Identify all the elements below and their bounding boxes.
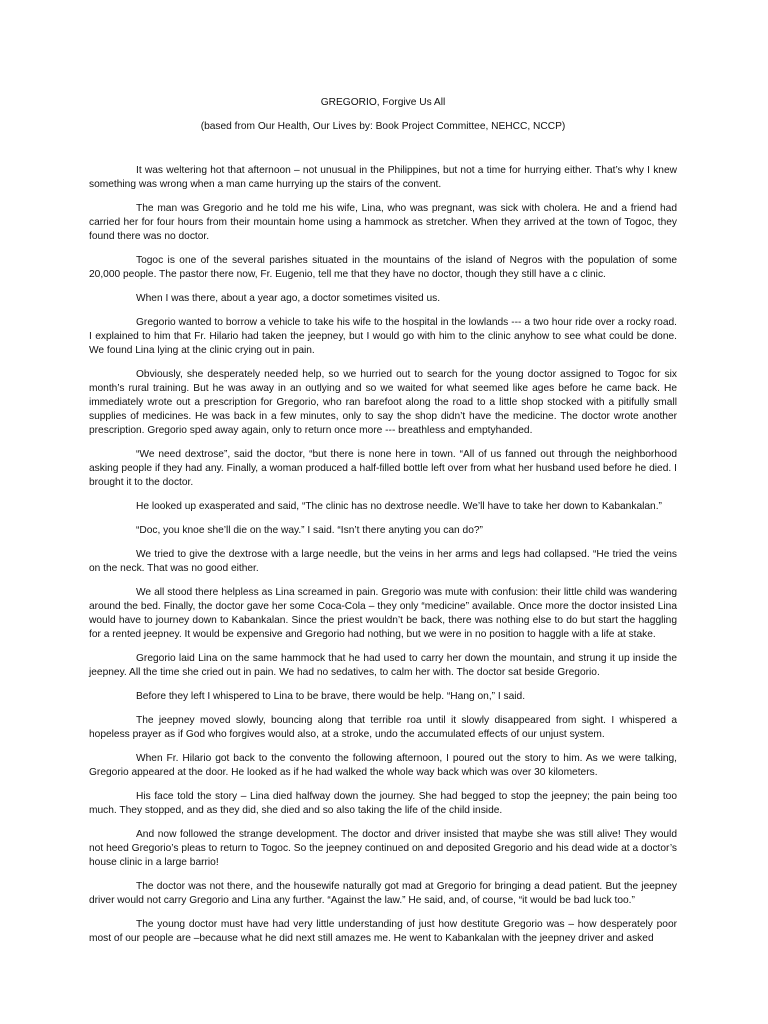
paragraph: He looked up exasperated and said, “The clinic has no dextrose needle. We’ll have to take her down to Kabankalan.” [136,501,662,512]
paragraph: When Fr. Hilario got back to the convento the following afternoon, I poured out the story to him. As we were talking, Gregorio appeared at the door. He looked as if he had walked the whole way back which was over 30 kilometers. [89,753,677,778]
paragraph: The man was Gregorio and he told me his wife, Lina, who was pregnant, was sick with cholera. He and a friend had carried her for four hours from their mountain home using a hammock as stretcher. When they arrived at the town of Togoc, they found there was no doctor. [89,203,677,242]
paragraph: The jeepney moved slowly, bouncing along that terrible roa until it slowly disappeared from sight. I whispered a hopeless prayer as if God who forgives would also, at a stroke, undo the accumulated effects of our unjust system. [89,715,677,740]
paragraph: And now followed the strange development. The doctor and driver insisted that maybe she was still alive! They would not heed Gregorio’s pleas to return to Togoc. So the jeepney continued on and deposited Gregorio and his dead wide at a doctor’s house clinic in a large barrio! [89,829,677,868]
paragraph: We all stood there helpless as Lina screamed in pain. Gregorio was mute with confusion: their little child was wandering around the bed. Finally, the doctor gave her some Coca-Cola – they only “medicine” available. Once more the doctor insisted Lina would have to journey down to Kabankalan. Since the priest wouldn’t be back, there was nothing else to do but start the haggling for a rented jeepney. It would be expensive and Gregorio had nothing, but we were in no position to haggle with a life at stake. [89,587,677,640]
document-subtitle: (based from Our Health, Our Lives by: Book Project Committee, NEHCC, NCCP) [200,121,566,132]
document-title: GREGORIO, Forgive Us All [320,97,446,108]
paragraph: “Doc, you knoe she’ll die on the way.” I said. “Isn’t there anyting you can do?” [136,525,483,536]
paragraph: We tried to give the dextrose with a large needle, but the veins in her arms and legs had collapsed. “He tried the veins on the neck. That was no good either. [89,549,677,574]
paragraph: The young doctor must have had very little understanding of just how destitute Gregorio was – how desperately poor most of our people are –because what he did next still amazes me. He went to Kabankalan with the jeepney driver and asked [89,919,677,944]
paragraph: Obviously, she desperately needed help, so we hurried out to search for the young doctor assigned to Togoc for six month’s rural training. But he was away in an outlying and so we waited for what seemed like ages before he came back. He immediately wrote out a prescription for Gregorio, who ran barefoot along the road to a little shop stocked with a pitifully small supplies of medicines. He was back in a few minutes, only to say the shop didn’t have the medicine. The doctor wrote another prescription. Gregorio sped away again, only to return once more --- breathless and emptyhanded. [89,369,677,436]
paragraph: Gregorio wanted to borrow a vehicle to take his wife to the hospital in the lowlands --- a two hour ride over a rocky road. I explained to him that Fr. Hilario had taken the jeepney, but I would go with him to the clinic anyhow to see what could be done. We found Lina lying at the clinic crying out in pain. [89,317,677,356]
paragraph: “We need dextrose”, said the doctor, “but there is none here in town. “All of us fanned out through the neighborhood asking people if they had any. Finally, a woman produced a half-filled bottle left over from what her husband used before he died. I brought it to the doctor. [89,449,677,488]
document-body [89,164,677,946]
paragraph: Before they left I whispered to Lina to be brave, there would be help. “Hang on,” I said. [136,691,526,702]
document-page [89,96,677,956]
paragraph: It was weltering hot that afternoon – not unusual in the Philippines, but not a time for hurrying either. That’s why I knew something was wrong when a man came hurrying up the stairs of the convent. [89,165,677,190]
paragraph: The doctor was not there, and the housewife naturally got mad at Gregorio for bringing a dead patient. But the jeepney driver would not carry Gregorio and Lina any further. “Against the law.” He said, and, of course, “it would be bad luck too.” [89,881,677,906]
paragraph: When I was there, about a year ago, a doctor sometimes visited us. [136,293,441,304]
paragraph: His face told the story – Lina died halfway down the journey. She had begged to stop the jeepney; the pain being too much. They stopped, and as they did, she died and so also taking the life of the child inside. [89,791,677,816]
paragraph: Togoc is one of the several parishes situated in the mountains of the island of Negros with the population of some 20,000 people. The pastor there now, Fr. Eugenio, tell me that they have no doctor, though they still have a c clinic. [89,255,677,280]
paragraph: Gregorio laid Lina on the same hammock that he had used to carry her down the mountain, and strung it up inside the jeepney. All the time she cried out in pain. We had no sedatives, to calm her with. The doctor sat beside Gregorio. [89,653,677,678]
